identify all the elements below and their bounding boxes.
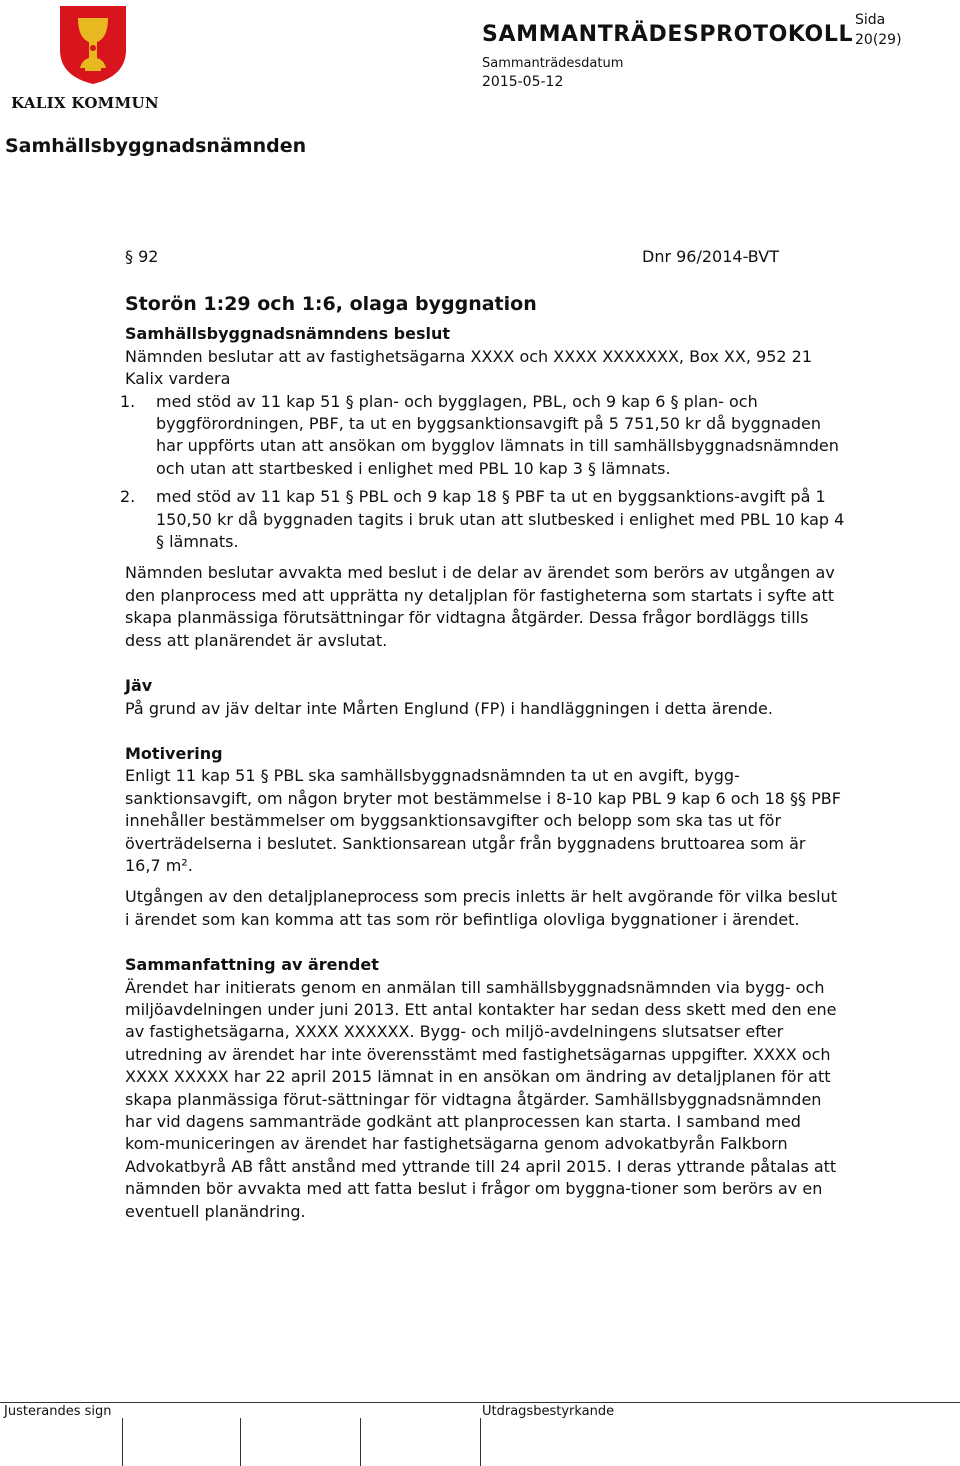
jav-text: På grund av jäv deltar inte Mårten Englund (FP) i handläggningen i detta ärende. xyxy=(125,698,773,718)
summary-heading: Sammanfattning av ärendet xyxy=(125,955,379,975)
signature-box-divider xyxy=(240,1418,241,1466)
kalix-kommun-logo xyxy=(10,4,160,114)
decision-item-text: med stöd av 11 kap 51 § plan- och bygglagen, PBL, och 9 kap 6 § plan- och byggförordningen, PBF, ta ut en byggsanktionsavgift på 5 751,50 kr då byggnaden har uppförts utan att ansökan om bygglov lämnats in till samhällsbyggnadsnämnden och utan att startbesked i enlighet med PBL 10 kap 3 § lämnats. xyxy=(156,391,839,478)
page-number: 20(29) xyxy=(855,32,902,48)
decision-outro: Nämnden beslutar avvakta med beslut i de delar av ärendet som berörs av utgången av den planprocess med att upprätta ny detaljplan för fastigheterna som startats i syfte att skapa planmässiga förutsättningar för vidtagna åtgärder. Dessa frågor bordläggs tills dess att planärendet är avslutat. xyxy=(125,563,835,650)
protocol-body xyxy=(120,246,845,1223)
committee-name: Samhällsbyggnadsnämnden xyxy=(5,135,307,157)
decision-item-number: 1. xyxy=(120,391,136,411)
coat-of-arms-icon xyxy=(58,4,128,86)
case-title: Storön 1:29 och 1:6, olaga byggnation xyxy=(125,293,537,316)
decision-item-text: med stöd av 11 kap 51 § PBL och 9 kap 18 § PBF ta ut en byggsanktions-avgift på 1 150,50 kr då byggnaden tagits i bruk utan att slutbesked i enlighet med PBL 10 kap 4 § lämnats. xyxy=(156,487,845,552)
decision-item xyxy=(120,391,845,481)
motivering-heading: Motivering xyxy=(125,743,223,763)
decision-heading: Samhällsbyggnadsnämndens beslut xyxy=(125,324,451,344)
document-title: SAMMANTRÄDESPROTOKOLL xyxy=(482,22,854,47)
jav-heading: Jäv xyxy=(125,676,153,696)
motivering-paragraph: Enligt 11 kap 51 § PBL ska samhällsbyggnadsnämnden ta ut en avgift, bygg-sanktionsavgift, om någon bryter mot bestämmelse i 8-10 kap PBL 9 kap 6 och 18 §§ PBF innehåller bestämmelser om byggsanktionsavgifter och belopp som ska tas ut för överträdelserna i beslutet. Sanktionsarean utgår från byggnadens bruttoarea som är 16,7 m². xyxy=(125,766,841,875)
decision-list xyxy=(120,391,845,554)
case-number: § 92 xyxy=(125,247,159,266)
page-label: Sida xyxy=(855,12,886,28)
decision-item-number: 2. xyxy=(120,487,136,507)
case-dnr: Dnr 96/2014-BVT xyxy=(642,247,779,266)
signature-box-divider xyxy=(122,1418,123,1466)
footer-label-utdrag: Utdragsbestyrkande xyxy=(482,1404,615,1419)
signature-box-divider xyxy=(480,1418,481,1466)
decision-item xyxy=(120,486,845,553)
signature-box-divider xyxy=(360,1418,361,1466)
meeting-date-label: Sammanträdesdatum xyxy=(482,56,624,71)
footer-label-justerandes: Justerandes sign xyxy=(4,1404,112,1419)
footer-divider xyxy=(0,1402,960,1403)
motivering-paragraph: Utgången av den detaljplaneprocess som precis inletts är helt avgörande för vilka beslut i ärendet som kan komma att tas som rör befintliga olovliga byggnationer i ärendet. xyxy=(125,887,837,929)
summary-text: Ärendet har initierats genom en anmälan till samhällsbyggnadsnämnden via bygg- och miljöavdelningen under juni 2013. Ett antal kontakter har sedan dess skett med den ene av fastighetsägarna, XXXX XXXXXX. Bygg- och miljö-avdelningens slutsatser efter utredning av ärendet har inte överensstämt med fastighetsägarnas uppgifter. XXXX och XXXX XXXXX har 22 april 2015 lämnat in en ansökan om ändring av detaljplanen för att skapa planmässiga förut-sättningar för vidtagna åtgärder. Samhällsbyggnadsnämnden har vid dagens sammanträde godkänt att planprocessen kan starta. I samband med kom-municeringen av ärendet har fastighetsägarna genom advokatbyrån Falkborn Advokatbyrå AB fått anstånd med yttrande till 24 april 2015. I deras yttrande påtalas att nämnden bör avvakta med att fatta beslut i frågor om byggna-tioner som berörs av en eventuell planändring. xyxy=(125,977,837,1221)
case-header xyxy=(125,246,845,268)
meeting-date: 2015-05-12 xyxy=(482,74,564,90)
decision-intro: Nämnden beslutar att av fastighetsägarna XXXX och XXXX XXXXXXX, Box XX, 952 21 Kalix vardera xyxy=(125,346,812,389)
logo-text: KALIX KOMMUN xyxy=(11,94,159,112)
